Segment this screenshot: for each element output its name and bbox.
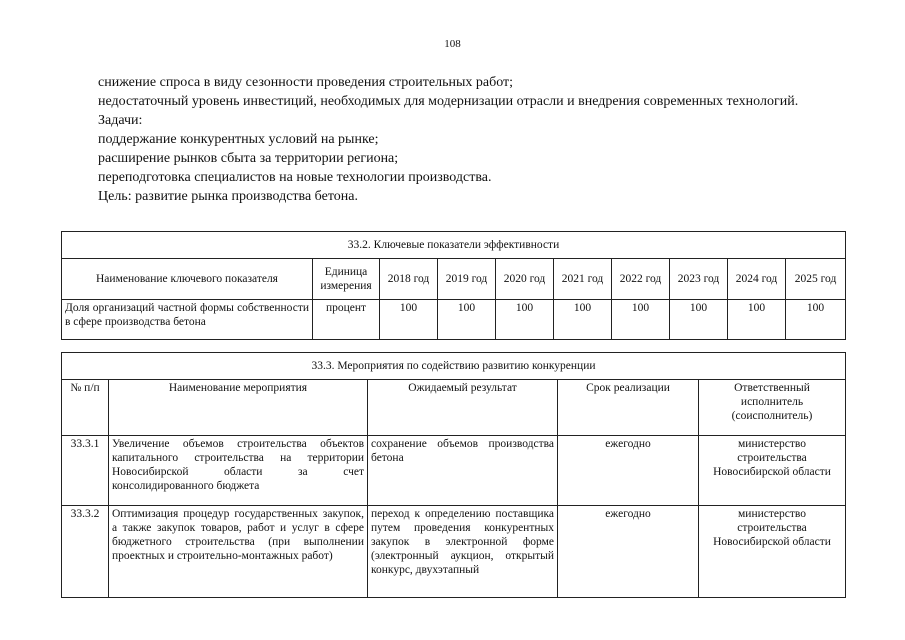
measures-table-title: 33.3. Мероприятия по содействию развитию конкуренции xyxy=(62,353,846,380)
table-cell: 100 xyxy=(728,300,786,340)
column-header: Наименование мероприятия xyxy=(109,380,368,436)
paragraph: переподготовка специалистов на новые технологии производства. xyxy=(98,170,492,185)
table-cell: 100 xyxy=(438,300,496,340)
column-header: Срок реализации xyxy=(558,380,699,436)
table-cell: сохранение объемов производства бетона xyxy=(368,436,558,506)
measures-table xyxy=(61,352,846,598)
table-row xyxy=(62,436,846,506)
column-header: 2021 год xyxy=(554,259,612,300)
table-cell: 100 xyxy=(786,300,846,340)
table-cell: Доля организаций частной формы собственности в сфере производства бетона xyxy=(62,300,313,340)
paragraph: Задачи: xyxy=(98,113,143,128)
column-header: 2018 год xyxy=(380,259,438,300)
column-header: 2023 год xyxy=(670,259,728,300)
column-header: Ожидаемый результат xyxy=(368,380,558,436)
table-cell: 100 xyxy=(380,300,438,340)
table-cell: 33.3.2 xyxy=(62,506,109,598)
table-cell: министерство строительства Новосибирской области xyxy=(699,436,846,506)
paragraph: поддержание конкурентных условий на рынке; xyxy=(98,132,379,147)
column-header: 2020 год xyxy=(496,259,554,300)
column-header: № п/п xyxy=(62,380,109,436)
text-block xyxy=(64,73,838,206)
table-cell: процент xyxy=(313,300,380,340)
table-row xyxy=(62,506,846,598)
column-header: 2024 год xyxy=(728,259,786,300)
measures-table-header xyxy=(62,380,846,436)
paragraph: недостаточный уровень инвестиций, необходимых для модернизации отрасли и внедрения современных технологий. xyxy=(98,94,799,109)
kpi-table-title: 33.2. Ключевые показатели эффективности xyxy=(62,232,846,259)
page-number: 108 xyxy=(444,38,461,50)
table-cell: Увеличение объемов строительства объектов капитального строительства на территории Новосибирской области за счет консолидированного бюджета xyxy=(109,436,368,506)
column-header: 2025 год xyxy=(786,259,846,300)
paragraph: Цель: развитие рынка производства бетона. xyxy=(98,189,358,204)
paragraph: снижение спроса в виду сезонности проведения строительных работ; xyxy=(98,75,514,90)
column-header: 2019 год xyxy=(438,259,496,300)
kpi-table xyxy=(61,231,846,340)
table-cell: 100 xyxy=(670,300,728,340)
paragraph: расширение рынков сбыта за территории региона; xyxy=(98,151,399,166)
column-header: Ответственный исполнитель (соисполнитель) xyxy=(699,380,846,436)
table-cell: ежегодно xyxy=(558,506,699,598)
table-cell: ежегодно xyxy=(558,436,699,506)
column-header: Наименование ключевого показателя xyxy=(62,259,313,300)
table-cell: 100 xyxy=(554,300,612,340)
table-cell: переход к определению поставщика путем проведения конкурентных закупок в электронной форме (электронный аукцион, открытый конкурс, двухэтапный xyxy=(368,506,558,598)
column-header: 2022 год xyxy=(612,259,670,300)
column-header: Единица измерения xyxy=(313,259,380,300)
kpi-table-header xyxy=(62,259,846,300)
table-cell: министерство строительства Новосибирской области xyxy=(699,506,846,598)
table-cell: 100 xyxy=(496,300,554,340)
table-cell: 100 xyxy=(612,300,670,340)
table-cell: 33.3.1 xyxy=(62,436,109,506)
table-cell: Оптимизация процедур государственных закупок, а также закупок товаров, работ и услуг в сфере бюджетного строительства (при выполнении проектных и строительно-монтажных работ) xyxy=(109,506,368,598)
table-row xyxy=(62,300,846,340)
